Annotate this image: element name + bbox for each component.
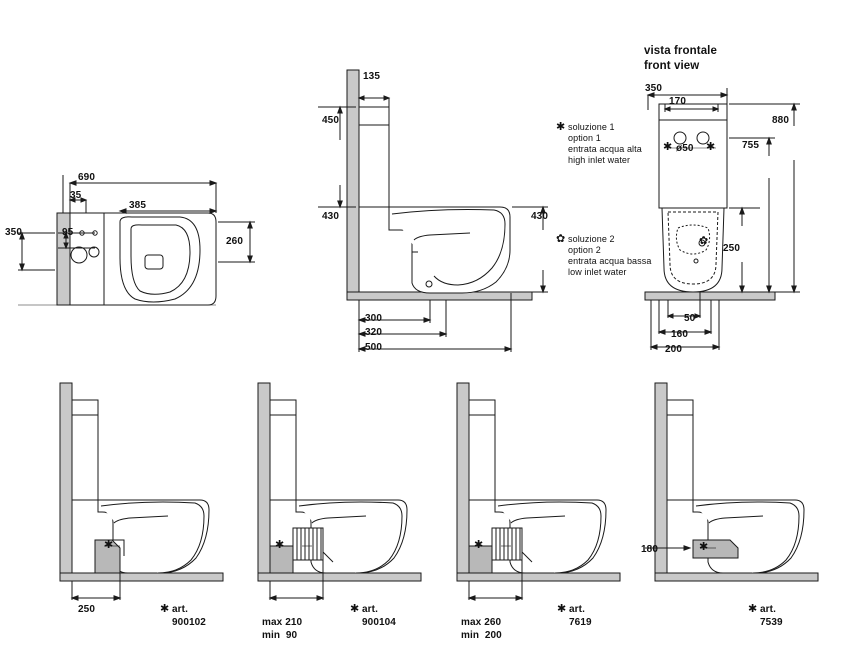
variant-2-art-label: art. [362, 604, 378, 615]
variant-1-marker-icon: ✱ [160, 603, 170, 615]
variant-1-art-label: art. [172, 604, 188, 615]
front-dim-250: 250 [723, 243, 740, 254]
variant-3-dim-max: max 260 [461, 617, 502, 628]
front-option1-marker-right-icon: ✱ [706, 141, 716, 153]
side-view-group [318, 70, 548, 352]
plan-dim-385: 385 [129, 200, 146, 211]
variant-2-group [258, 383, 421, 600]
variant-3-group [457, 383, 620, 600]
option2-line-1: soluzione 2 [568, 234, 615, 244]
plan-dim-690: 690 [78, 172, 95, 183]
plan-dim-260: 260 [226, 236, 243, 247]
side-dim-300: 300 [365, 313, 382, 324]
variant-1-inlet-marker-icon: ✱ [104, 539, 114, 551]
front-dim-diameter-50: ø50 [676, 143, 694, 154]
variant-3-dim-min: min 200 [461, 630, 502, 641]
plan-dim-95: 95 [62, 227, 74, 238]
plan-view-group [18, 175, 255, 305]
variant-4-inlet-marker-icon: ✱ [699, 541, 709, 553]
front-view-group [645, 88, 800, 350]
variant-4-art-code: 7539 [760, 617, 783, 628]
side-dim-500: 500 [365, 342, 382, 353]
option2-line-4: low inlet water [568, 267, 627, 277]
variant-4-marker-icon: ✱ [748, 603, 758, 615]
variant-3-art-code: 7619 [569, 617, 592, 628]
front-dim-50: 50 [684, 313, 696, 324]
front-view-title-it: vista frontale [644, 45, 717, 57]
front-view-title-en: front view [644, 60, 700, 72]
front-dim-755: 755 [742, 140, 759, 151]
variant-3-inlet-marker-icon: ✱ [474, 539, 484, 551]
variant-1-group [60, 383, 223, 600]
option1-line-2: option 1 [568, 133, 601, 143]
option1-line-3: entrata acqua alta [568, 144, 642, 154]
variant-2-dim-max: max 210 [262, 617, 303, 628]
side-dim-450: 450 [322, 115, 339, 126]
variant-4-art-label: art. [760, 604, 776, 615]
option2-marker-icon: ✿ [556, 233, 566, 245]
variant-2-dim-min: min 90 [262, 630, 298, 641]
side-dim-430-left: 430 [322, 211, 339, 222]
option1-line-4: high inlet water [568, 155, 631, 165]
variant-3-art-label: art. [569, 604, 585, 615]
variant-2-art-code: 900104 [362, 617, 396, 628]
side-dim-135: 135 [363, 71, 380, 82]
front-dim-170: 170 [669, 96, 686, 107]
option2-line-2: option 2 [568, 245, 601, 255]
side-dim-320: 320 [365, 327, 382, 338]
variant-1-art-code: 900102 [172, 617, 206, 628]
option1-line-1: soluzione 1 [568, 122, 615, 132]
variant-2-marker-icon: ✱ [350, 603, 360, 615]
variant-4-dim-180: 180 [641, 544, 658, 555]
option1-marker-icon: ✱ [556, 121, 566, 133]
front-dim-160: 160 [671, 329, 688, 340]
front-option1-marker-left-icon: ✱ [663, 141, 673, 153]
side-dim-430-right: 430 [531, 211, 548, 222]
variant-2-inlet-marker-icon: ✱ [275, 539, 285, 551]
plan-dim-350: 350 [5, 227, 22, 238]
variant-4-group [645, 383, 818, 581]
option2-line-3: entrata acqua bassa [568, 256, 652, 266]
front-dim-200: 200 [665, 344, 682, 355]
front-option2-marker-icon: ✿ [699, 235, 709, 247]
front-dim-350: 350 [645, 83, 662, 94]
front-dim-880: 880 [772, 115, 789, 126]
variant-1-dim-250: 250 [78, 604, 95, 615]
variant-3-marker-icon: ✱ [557, 603, 567, 615]
plan-dim-35: 35 [70, 190, 82, 201]
